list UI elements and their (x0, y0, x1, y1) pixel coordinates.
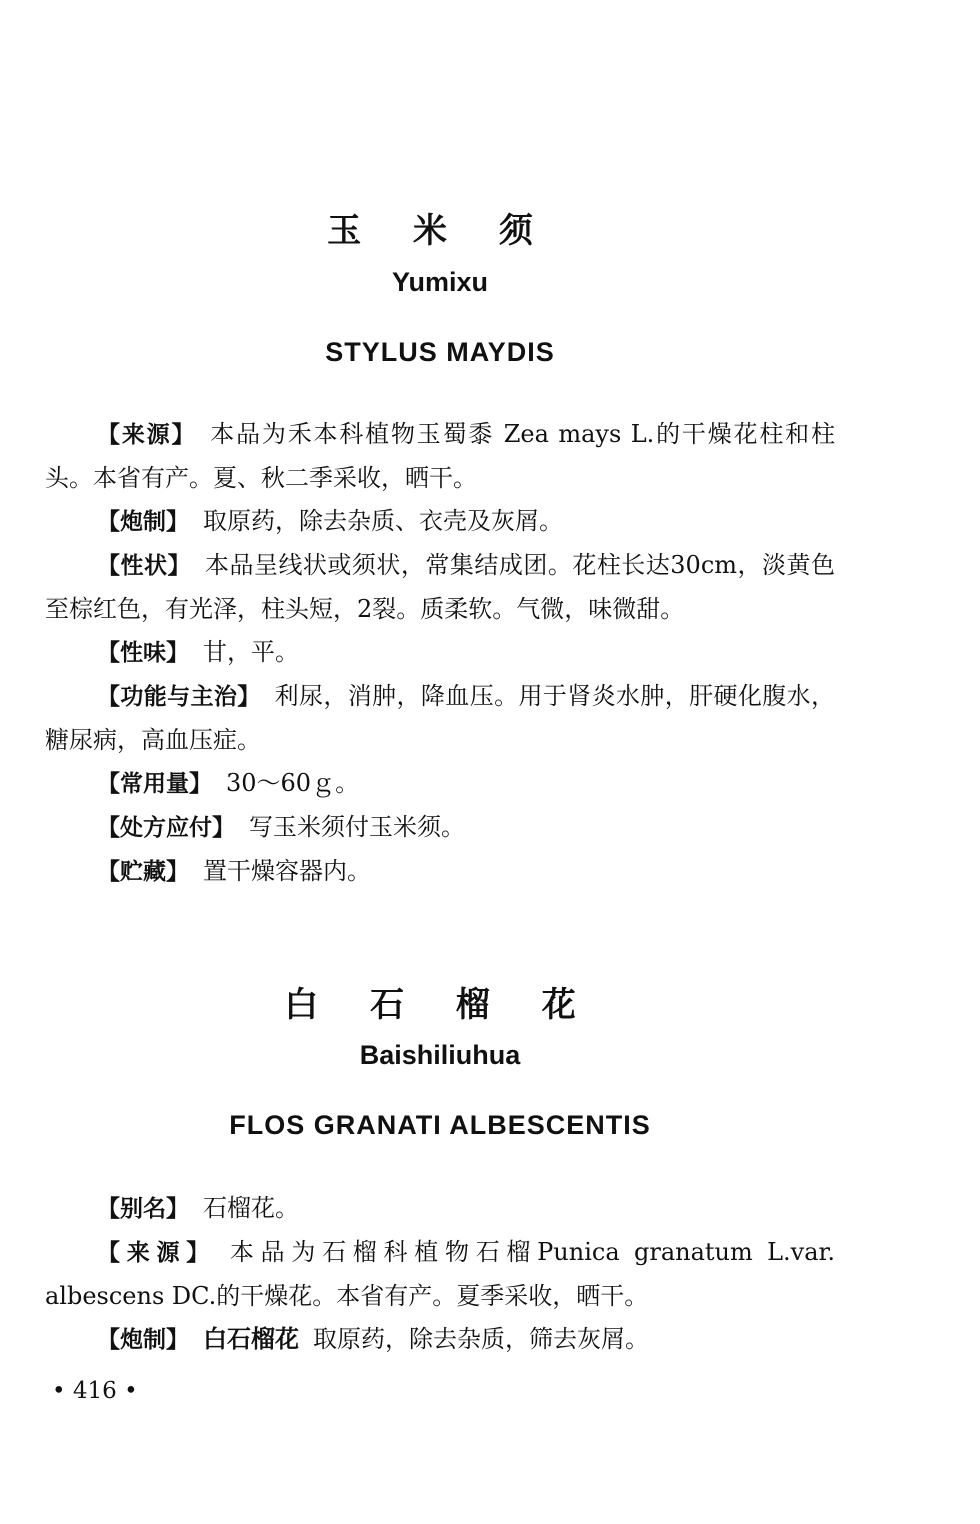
section-text: 利尿，消肿，降血压。用于肾炎水肿，肝硬化腹水，糖尿病，高血压症。 (45, 682, 835, 754)
section-text: 取原药，除去杂质、衣壳及灰屑。 (203, 507, 563, 535)
section-function (45, 675, 835, 762)
section-label: 【来源】 (97, 1240, 216, 1266)
section-source (45, 413, 835, 500)
section-alias (45, 1187, 835, 1231)
section-label: 【功能与主治】 (97, 684, 261, 710)
section-source (45, 1231, 835, 1318)
entry-title-latin: FLOS GRANATI ALBESCENTIS (229, 1110, 651, 1140)
entry-title-cn: 白 石 榴 花 (284, 985, 596, 1025)
section-label: 【常用量】 (97, 771, 212, 797)
section-processing (45, 1318, 835, 1362)
section-subhead: 白石榴花 (203, 1325, 299, 1353)
section-text: 置干燥容器内。 (203, 857, 371, 885)
section-label: 【性味】 (97, 640, 189, 666)
page-number: • 416 • (52, 1378, 138, 1404)
section-text: 取原药，除去杂质，筛去灰屑。 (313, 1325, 649, 1353)
section-text: 石榴花。 (203, 1194, 299, 1222)
section-text: 30～60ｇ。 (226, 769, 360, 797)
section-label: 【别名】 (97, 1196, 189, 1222)
section-storage (45, 850, 835, 894)
section-label: 【炮制】 (97, 509, 189, 535)
section-text: 本品为禾本科植物玉蜀黍 Zea mays L.的干燥花柱和柱头。本省有产。夏、秋二季采收，晒干。 (45, 420, 835, 492)
section-text: 甘，平。 (203, 638, 299, 666)
section-label: 【炮制】 (97, 1327, 189, 1353)
section-processing (45, 500, 835, 544)
section-prescription (45, 806, 835, 850)
section-taste (45, 631, 835, 675)
section-label: 【来源】 (97, 422, 197, 448)
entry-title-latin: STYLUS MAYDIS (325, 337, 555, 367)
section-label: 【性状】 (97, 553, 191, 579)
section-description (45, 544, 835, 631)
entry-title-cn: 玉 米 须 (327, 211, 553, 251)
section-text: 本品为石榴科植物石榴Punica granatum L.var. albescens DC.的干燥花。本省有产。夏季采收，晒干。 (45, 1238, 836, 1310)
section-dosage (45, 762, 835, 806)
section-label: 【贮藏】 (97, 859, 189, 885)
entry-title-pinyin: Baishiliuhua (359, 1040, 521, 1070)
entry-title-pinyin: Yumixu (391, 267, 489, 297)
entry-body (45, 413, 835, 894)
section-label: 【处方应付】 (97, 815, 235, 841)
section-text: 写玉米须付玉米须。 (249, 813, 465, 841)
section-text: 本品呈线状或须状，常集结成团。花柱长达30cm，淡黄色至棕红色，有光泽，柱头短，2裂。质柔软。气微，味微甜。 (45, 551, 835, 623)
entry-body (45, 1187, 835, 1362)
